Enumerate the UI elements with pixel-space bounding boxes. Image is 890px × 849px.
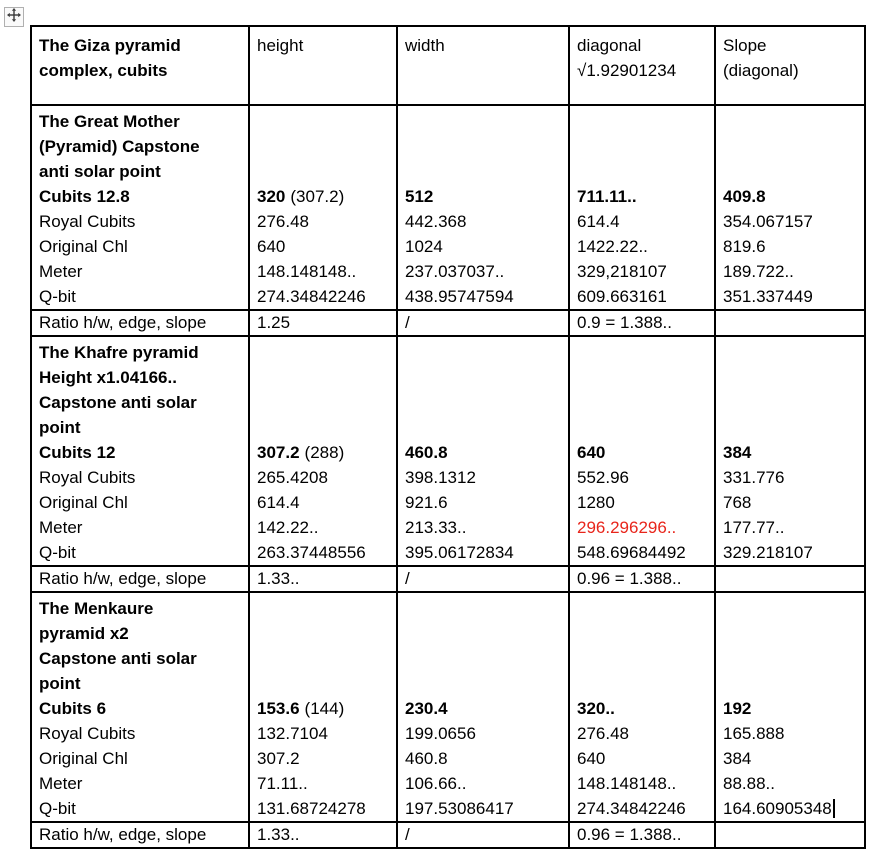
value-line: 197.53086417 <box>405 799 514 818</box>
value-line: 88.88.. <box>723 774 775 793</box>
col-header-width: width <box>405 36 445 55</box>
value-line: 331.776 <box>723 468 785 487</box>
section-title-line: Capstone anti solar <box>39 649 197 668</box>
spacer <box>405 596 561 696</box>
value-line: 395.06172834 <box>405 543 514 562</box>
section-title-line: pyramid x2 <box>39 624 129 643</box>
value-line: 132.7104 <box>257 724 328 743</box>
pyramid-measurements-table <box>30 25 866 849</box>
paren-value: (144) <box>304 699 345 718</box>
value-line <box>723 440 857 465</box>
cell-greatmother-width[interactable] <box>397 105 569 310</box>
value-line: 276.48 <box>257 212 309 231</box>
primary-value: 409.8 <box>723 187 766 206</box>
value-line: 640 <box>577 749 606 768</box>
section-row-menkaure <box>31 592 865 822</box>
ratio-label: Ratio h/w, edge, slope <box>39 825 207 844</box>
col-header-diagonal-factor: √1.92901234 <box>577 61 677 80</box>
cell-header-title[interactable] <box>31 26 249 105</box>
spacer <box>723 596 857 696</box>
primary-value: 307.2 <box>257 443 300 462</box>
value-line <box>723 184 857 209</box>
value-line: 131.68724278 <box>257 799 366 818</box>
cell-header-width[interactable] <box>397 26 569 105</box>
cell-greatmother-slope[interactable] <box>715 105 865 310</box>
section-row-khafre <box>31 336 865 566</box>
unit-label: Original Chl <box>39 237 128 256</box>
cell-khafre-width[interactable] <box>397 336 569 566</box>
value-line: 213.33.. <box>405 518 467 537</box>
cell-greatmother-diagonal[interactable] <box>569 105 715 310</box>
unit-label: Royal Cubits <box>39 468 136 487</box>
value-line: 460.8 <box>405 749 448 768</box>
value-line: 148.148148.. <box>257 262 357 281</box>
section-title-line: The Menkaure <box>39 599 154 618</box>
value-line: 354.067157 <box>723 212 813 231</box>
text-cursor <box>833 799 835 818</box>
primary-value: 640 <box>577 443 606 462</box>
primary-value: 711.11.. <box>577 187 637 206</box>
spacer <box>577 596 707 696</box>
ratio-label: Ratio h/w, edge, slope <box>39 313 207 332</box>
spacer <box>257 340 389 440</box>
value-line: 640 <box>257 237 286 256</box>
cubits-label: Cubits 12.8 <box>39 187 130 206</box>
paren-value: (307.2) <box>290 187 345 206</box>
cell-khafre-diagonal[interactable] <box>569 336 715 566</box>
move-icon <box>7 8 21 27</box>
value-line: 398.1312 <box>405 468 476 487</box>
ratio-value: 0.96 = 1.388.. <box>577 569 682 588</box>
spacer <box>723 109 857 184</box>
value-line: 263.37448556 <box>257 543 366 562</box>
value-line <box>577 696 707 721</box>
spacer <box>257 596 389 696</box>
cell-menkaure-diagonal[interactable] <box>569 592 715 822</box>
value-line: 274.34842246 <box>257 287 366 306</box>
primary-value: 153.6 <box>257 699 300 718</box>
unit-label: Royal Cubits <box>39 724 136 743</box>
col-header-diagonal: diagonal <box>577 36 642 55</box>
ratio-value: 0.96 = 1.388.. <box>577 825 682 844</box>
value-line: 438.95747594 <box>405 287 514 306</box>
value-line: 442.368 <box>405 212 467 231</box>
cell-ratio3-diagonal[interactable] <box>569 822 715 848</box>
value-line: 165.888 <box>723 724 785 743</box>
primary-value: 512 <box>405 187 434 206</box>
cell-ratio1-height[interactable] <box>249 310 397 336</box>
cell-menkaure-slope[interactable] <box>715 592 865 822</box>
ratio-value: / <box>405 569 410 588</box>
section-title-line: The Great Mother <box>39 112 180 131</box>
ratio-row-khafre <box>31 566 865 592</box>
unit-label: Q-bit <box>39 287 76 306</box>
value-line <box>405 696 561 721</box>
value-line: 921.6 <box>405 493 448 512</box>
unit-label: Q-bit <box>39 799 76 818</box>
value-line: 1024 <box>405 237 443 256</box>
paren-value: (288) <box>304 443 345 462</box>
unit-label: Meter <box>39 262 83 281</box>
value-line <box>257 696 389 721</box>
value-line <box>405 440 561 465</box>
cell-ratio2-height[interactable] <box>249 566 397 592</box>
section-title-line: point <box>39 674 81 693</box>
value-line: 71.11.. <box>257 774 308 793</box>
ratio-value: / <box>405 313 410 332</box>
cell-ratio2-width[interactable] <box>397 566 569 592</box>
section-title-line: anti solar point <box>39 162 161 181</box>
cell-menkaure-height[interactable] <box>249 592 397 822</box>
value-line: 351.337449 <box>723 287 813 306</box>
col-header-slope-sub: (diagonal) <box>723 61 799 80</box>
col-header-slope: Slope <box>723 36 767 55</box>
ratio-value: 1.33.. <box>257 825 300 844</box>
unit-label: Q-bit <box>39 543 76 562</box>
value-line: 237.037037.. <box>405 262 505 281</box>
cubits-label: Cubits 12 <box>39 443 116 462</box>
value-line: 609.663161 <box>577 287 667 306</box>
section-row-great-mother <box>31 105 865 310</box>
unit-label: Royal Cubits <box>39 212 136 231</box>
ratio-value: 0.9 = 1.388.. <box>577 313 672 332</box>
section-title-line: The Khafre pyramid <box>39 343 199 362</box>
value-line: 265.4208 <box>257 468 328 487</box>
spacer <box>405 340 561 440</box>
value-line: 614.4 <box>577 212 620 231</box>
value-line <box>577 184 707 209</box>
value-line: 384 <box>723 749 752 768</box>
cell-greatmother-labels[interactable] <box>31 105 249 310</box>
value-line: 1422.22.. <box>577 237 648 256</box>
value-line: 199.0656 <box>405 724 476 743</box>
cell-ratio3-label[interactable] <box>31 822 249 848</box>
primary-value: 230.4 <box>405 699 448 718</box>
cell-ratio2-diagonal[interactable] <box>569 566 715 592</box>
ratio-row-menkaure <box>31 822 865 848</box>
value-line <box>405 184 561 209</box>
value-line: 329,218107 <box>577 262 667 281</box>
cell-khafre-height[interactable] <box>249 336 397 566</box>
ratio-value: 1.25 <box>257 313 291 332</box>
primary-value: 320.. <box>577 699 615 718</box>
cell-header-slope[interactable] <box>715 26 865 105</box>
unit-label: Original Chl <box>39 493 128 512</box>
cell-menkaure-width[interactable] <box>397 592 569 822</box>
cell-ratio1-label[interactable] <box>31 310 249 336</box>
cell-ratio3-slope[interactable] <box>715 822 865 848</box>
col-header-height: height <box>257 36 304 55</box>
value-line <box>723 696 857 721</box>
value-line <box>257 440 389 465</box>
value-line: 106.66.. <box>405 774 467 793</box>
cell-header-height[interactable] <box>249 26 397 105</box>
table-title: The Giza pyramid complex, cubits <box>39 36 181 80</box>
value-line: 274.34842246 <box>577 799 686 818</box>
cell-khafre-slope[interactable] <box>715 336 865 566</box>
cubits-label: Cubits 6 <box>39 699 107 718</box>
primary-value: 320 <box>257 187 286 206</box>
value-line: 329.218107 <box>723 543 813 562</box>
cell-ratio1-width[interactable] <box>397 310 569 336</box>
ratio-label: Ratio h/w, edge, slope <box>39 569 207 588</box>
value-text: 164.60905348 <box>723 799 832 818</box>
value-line: 142.22.. <box>257 518 319 537</box>
section-title-line: Height x1.04166.. <box>39 368 177 387</box>
primary-value: 192 <box>723 699 752 718</box>
spacer <box>577 109 707 184</box>
table-header-row <box>31 26 865 105</box>
value-line: 1280 <box>577 493 615 512</box>
spacer <box>577 340 707 440</box>
primary-value: 384 <box>723 443 752 462</box>
cell-greatmother-height[interactable] <box>249 105 397 310</box>
cell-ratio3-width[interactable] <box>397 822 569 848</box>
value-line: 548.69684492 <box>577 543 686 562</box>
cell-ratio1-slope[interactable] <box>715 310 865 336</box>
cell-header-diagonal[interactable] <box>569 26 715 105</box>
section-title-line: point <box>39 418 81 437</box>
cell-khafre-labels[interactable] <box>31 336 249 566</box>
value-line: 189.722.. <box>723 262 794 281</box>
unit-label: Meter <box>39 774 83 793</box>
value-line: 276.48 <box>577 724 629 743</box>
unit-label: Original Chl <box>39 749 128 768</box>
ratio-row-great-mother <box>31 310 865 336</box>
cell-ratio2-slope[interactable] <box>715 566 865 592</box>
cell-menkaure-labels[interactable] <box>31 592 249 822</box>
unit-label: Meter <box>39 518 83 537</box>
value-line: 819.6 <box>723 237 766 256</box>
value-line-highlighted-red: 296.296296.. <box>577 518 677 537</box>
ratio-value: / <box>405 825 410 844</box>
spacer <box>257 109 389 184</box>
primary-value: 460.8 <box>405 443 448 462</box>
value-line <box>577 440 707 465</box>
value-line: 552.96 <box>577 468 629 487</box>
ratio-value: 1.33.. <box>257 569 300 588</box>
cell-ratio2-label[interactable] <box>31 566 249 592</box>
cell-ratio1-diagonal[interactable] <box>569 310 715 336</box>
value-line: 148.148148.. <box>577 774 677 793</box>
spacer <box>723 340 857 440</box>
value-line <box>257 184 389 209</box>
value-line: 307.2 <box>257 749 300 768</box>
value-line: 177.77.. <box>723 518 785 537</box>
value-line: 768 <box>723 493 752 512</box>
table-move-handle[interactable] <box>4 7 24 27</box>
value-line <box>723 796 857 821</box>
value-line: 614.4 <box>257 493 300 512</box>
section-title-line: Capstone anti solar <box>39 393 197 412</box>
section-title-line: (Pyramid) Capstone <box>39 137 200 156</box>
spacer <box>405 109 561 184</box>
cell-ratio3-height[interactable] <box>249 822 397 848</box>
